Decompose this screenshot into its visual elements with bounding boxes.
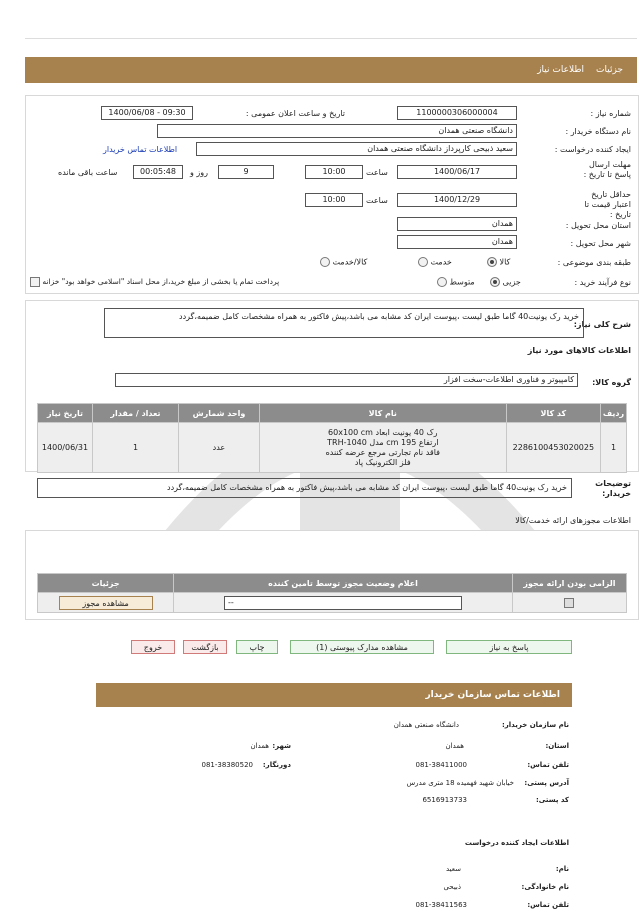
creator-family-value: ذبیحی	[443, 883, 461, 891]
remaining-time-label: ساعت باقی مانده	[58, 168, 118, 177]
creator-label: ایجاد کننده درخواست :	[554, 145, 631, 154]
col-name: نام کالا	[259, 404, 506, 423]
category-goods-option[interactable]: کالا	[487, 257, 510, 268]
view-permit-button[interactable]: مشاهده مجوز	[59, 596, 153, 610]
creator-info-title: اطلاعات ایجاد کننده درخواست	[464, 839, 569, 847]
need-number-label: شماره نیاز :	[590, 109, 631, 118]
col-unit: واحد شمارش	[179, 404, 260, 423]
cell-permit-status	[174, 593, 513, 613]
state-label: استان:	[545, 742, 569, 750]
org-label: نام سازمان خریدار:	[501, 721, 569, 729]
cell-permit-required	[512, 593, 626, 613]
validity-time-label: ساعت	[366, 196, 388, 205]
goods-table	[37, 403, 627, 473]
buyer-field: دانشگاه صنعتی همدان	[157, 124, 517, 138]
province-label: استان محل تحویل :	[565, 221, 631, 230]
radio-checked-icon	[490, 277, 500, 287]
cell-index: 1	[601, 423, 627, 473]
attachments-button[interactable]: مشاهده مدارک پیوستی (1)	[290, 640, 434, 654]
need-number-field: 1100000306000004	[397, 106, 517, 120]
buyer-notes-text: خرید رک یونیت40 گاما طبق لیست ،پیوست ایران کد مشابه می باشد،پیش فاکتور به همراه مشخصات کامل ضمیمه،گردد	[37, 478, 572, 498]
contact-title-bar	[96, 683, 572, 707]
exit-button[interactable]: خروج	[131, 640, 175, 654]
tab-details[interactable]: جزئیات	[596, 65, 623, 75]
top-divider	[25, 38, 637, 39]
phone-label: تلفن تماس:	[527, 761, 569, 769]
fax-value: 081-38380520	[201, 761, 253, 769]
category-service-option[interactable]: خدمت	[418, 257, 452, 268]
col-permit-status: اعلام وضعیت مجوز توسط تامین کننده	[174, 574, 513, 593]
checkbox-checked-icon	[564, 598, 574, 608]
radio-icon	[437, 277, 447, 287]
process-medium-option[interactable]: متوسط	[437, 277, 475, 288]
org-value: دانشگاه صنعتی همدان	[393, 721, 459, 729]
state-value: همدان	[445, 742, 464, 750]
goods-group-label: گروه کالا:	[592, 378, 631, 387]
col-index: ردیف	[601, 404, 627, 423]
deadline-label: مهلت ارسال پاسخ تا تاریخ :	[583, 160, 631, 179]
col-need-date: تاریخ نیاز	[38, 404, 93, 423]
validity-date-field: 1400/12/29	[397, 193, 517, 207]
validity-label: حداقل تاریخ اعتبار قیمت تا تاریخ :	[584, 190, 631, 219]
cell-qty: 1	[92, 423, 178, 473]
deadline-time-label: ساعت	[366, 168, 388, 177]
cell-name: رک 40 یونیت ابعاد 60x100 cm ارتفاع 195 cm مدل TRH-1040 فاقد نام تجارتی مرجع عرضه کننده فلز الکترونیک پاد	[259, 423, 506, 473]
creator-name-value: سعید	[445, 865, 461, 873]
goods-section-title: اطلاعات کالاهای مورد نیاز	[527, 346, 631, 355]
col-qty: تعداد / مقدار	[92, 404, 178, 423]
col-permit-required: الزامی بودن ارائه مجوز	[512, 574, 626, 593]
process-partial-option[interactable]: جزیی	[490, 277, 521, 288]
province-field: همدان	[397, 217, 517, 231]
table-row	[38, 593, 627, 613]
col-code: کد کالا	[506, 404, 600, 423]
contact-title: اطلاعات تماس سازمان خریدار	[425, 690, 560, 700]
table-row	[38, 423, 627, 473]
zip-label: کد پستی:	[535, 796, 569, 804]
address-value: خیابان شهید فهمیده 18 متری مدرس	[406, 779, 514, 787]
deadline-date-field: 1400/06/17	[397, 165, 517, 179]
permit-status-select[interactable]: --	[224, 596, 462, 610]
city-contact-label: شهر:	[272, 742, 291, 750]
creator-family-label: نام خانوادگی:	[521, 883, 569, 891]
days-field: 9	[218, 165, 274, 179]
cell-unit: عدد	[179, 423, 260, 473]
creator-phone-value: 081-38411563	[415, 901, 467, 909]
zip-value: 6516913733	[422, 796, 467, 804]
reply-button[interactable]: پاسخ به نیاز	[446, 640, 572, 654]
category-label: طبقه بندی موضوعی :	[557, 258, 631, 267]
city-label: شهر محل تحویل :	[570, 239, 631, 248]
city-field: همدان	[397, 235, 517, 249]
days-label: روز و	[190, 168, 208, 177]
payment-note: پرداخت تمام یا بخشی از مبلغ خرید،از محل اسناد "اسلامی خواهد بود" خزانه	[30, 277, 279, 287]
validity-time-field: 10:00	[305, 193, 363, 207]
creator-phone-label: تلفن تماس:	[527, 901, 569, 909]
radio-icon	[418, 257, 428, 267]
announce-field: 1400/06/08 - 09:30	[101, 106, 193, 120]
goods-group-field: کامپیوتر و فناوری اطلاعات-سخت افزار	[115, 373, 578, 387]
buyer-notes-label: توضیحات خریدار:	[595, 479, 631, 498]
radio-icon	[320, 257, 330, 267]
print-button[interactable]: چاپ	[236, 640, 278, 654]
summary-label: شرح کلی نیاز:	[573, 320, 631, 329]
buyer-contact-link[interactable]: اطلاعات تماس خریدار	[103, 145, 178, 154]
phone-value: 081-38411000	[415, 761, 467, 769]
address-label: آدرس پستی:	[524, 779, 569, 787]
cell-need-date: 1400/06/31	[38, 423, 93, 473]
process-label: نوع فرآیند خرید :	[574, 278, 631, 287]
city-contact-value: همدان	[250, 742, 269, 750]
checkbox-icon[interactable]	[30, 277, 40, 287]
header-bar	[25, 57, 637, 83]
deadline-time-field: 10:00	[305, 165, 363, 179]
radio-checked-icon	[487, 257, 497, 267]
col-details: جزئیات	[38, 574, 174, 593]
remaining-time-field: 00:05:48	[133, 165, 183, 179]
permits-table	[37, 573, 627, 613]
permits-title: اطلاعات مجوزهای ارائه خدمت/کالا	[515, 516, 631, 525]
back-button[interactable]: بازگشت	[183, 640, 227, 654]
fax-label: دورنگار:	[262, 761, 291, 769]
tab-need-info[interactable]: اطلاعات نیاز	[537, 65, 584, 75]
cell-code: 2286100453020025	[506, 423, 600, 473]
creator-field: سعید ذبیحی کارپرداز دانشگاه صنعتی همدان	[196, 142, 517, 156]
category-both-option[interactable]: کالا/خدمت	[320, 257, 367, 268]
creator-name-label: نام:	[555, 865, 569, 873]
announce-label: تاریخ و ساعت اعلان عمومی :	[245, 109, 345, 118]
summary-text: خرید رک یونیت40 گاما طبق لیست ،پیوست ایران کد مشابه می باشد،پیش فاکتور به همراه مشخصات کامل ضمیمه،گردد	[104, 308, 584, 338]
cell-details	[38, 593, 174, 613]
buyer-label: نام دستگاه خریدار :	[565, 127, 631, 136]
